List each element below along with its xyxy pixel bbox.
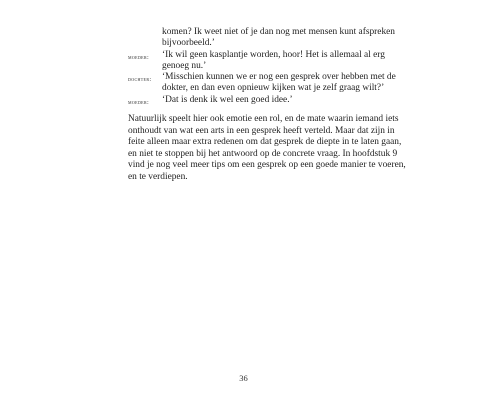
speaker-label: dochter: [128,76,152,84]
text-line: bijvoorbeeld.’ [162,38,215,49]
dialogue-block [128,27,396,108]
dialogue-line [128,49,385,73]
dialogue-line [128,95,378,108]
text-line: en niet te stoppen bij het antwoord op de concrete vraag. In hoofdstuk 9 [128,148,398,159]
speaker-label: moeder: [128,53,150,61]
text-line: onthoudt van wat een arts in een gesprek heeft verteld. Maar dat zijn in [128,125,395,136]
speaker-label: moeder: [128,98,150,106]
text-line: Natuurlijk speelt hier ook emotie een rol, en de mate waarin iemand iets [128,114,399,124]
text-line: ‘Dat is denk ik wel een goed idee.’ [162,94,293,105]
text-line: en te verdiepen. [128,171,188,182]
utterance [162,72,396,95]
utterance [162,27,395,50]
body-paragraph [128,114,406,183]
text-line: ‘Misschien kunnen we er nog een gesprek over hebben met de [162,72,396,83]
text-line: feite alleen maar extra redenen om dat gesprek de diepte in te laten gaan, [128,137,402,147]
page-number: 36 [239,373,248,383]
text-line: genoeg nu.’ [162,60,207,71]
speaker-label [128,27,162,50]
dialogue-line [128,72,396,95]
text-line: dokter, en dan even opnieuw kijken wat je zelf graag wilt?’ [162,83,385,94]
text-line: ‘Ik wil geen kasplantje worden, hoor! Het is allemaal al erg [162,49,385,60]
dialogue-line [128,27,395,50]
text-line: komen? Ik weet niet of je dan nog met mensen kunt afspreken [162,27,395,37]
utterance [162,49,385,73]
text-line: vind je nog veel meer tips om een gesprek op een goede manier te voeren, [128,160,406,170]
utterance [162,95,376,108]
